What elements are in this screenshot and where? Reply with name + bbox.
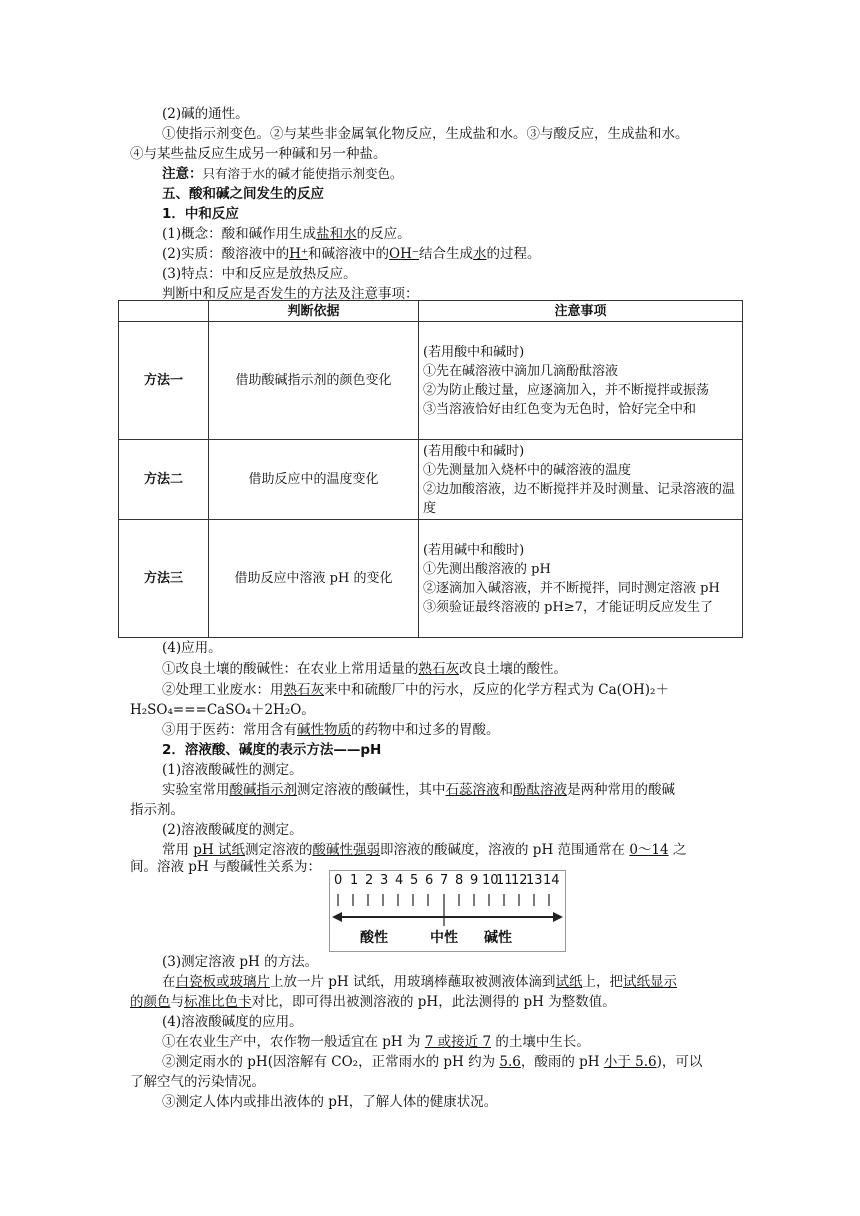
text-line: ④与某些盐反应生成另一种碱和另一种盐。 — [130, 146, 387, 162]
subsection-heading: 2．溶液酸、碱度的表示方法——pH — [162, 742, 382, 758]
text-line: 了解空气的污染情况。 — [130, 1074, 265, 1090]
text-line: 间。溶液 pH 与酸碱性关系为： — [130, 859, 321, 875]
text-line: ②处理工业废水：用熟石灰来中和硫酸厂中的污水，反应的化学方程式为 Ca(OH)₂＋ — [162, 682, 669, 698]
table-row — [119, 520, 743, 638]
basis-cell: 借助反应中的温度变化 — [209, 440, 419, 520]
ph-tick-label: 6 — [425, 873, 434, 888]
text-line: (1)溶液酸碱性的测定。 — [162, 762, 303, 778]
method-cell: 方法三 — [119, 520, 209, 638]
ph-scale-figure — [329, 870, 566, 952]
table-header — [119, 301, 209, 322]
method-cell: 方法二 — [119, 440, 209, 520]
text-line: (4)溶液酸碱度的应用。 — [162, 1014, 303, 1030]
notes-cell: (若用酸中和碱时) ①先测量加入烧杯中的碱溶液的温度 ②边加酸溶液，边不断搅拌并及时测量、记录溶液的温度 — [419, 440, 743, 520]
text-line: ③用于医药：常用含有碱性物质的药物中和过多的胃酸。 — [162, 722, 500, 738]
notes-cell: (若用酸中和碱时) ①先在碱溶液中滴加几滴酚酞溶液 ②为防止酸过量，应逐滴加入，并不断搅拌或振荡 ③当溶液恰好由红色变为无色时，恰好完全中和 — [419, 322, 743, 440]
ph-tick-label: 2 — [365, 873, 374, 888]
ph-tick-label: 10 — [482, 873, 499, 888]
ph-tick-label: 4 — [395, 873, 404, 888]
ph-tick-label: 0 — [334, 873, 343, 888]
text-line: 实验室常用酸碱指示剂测定溶液的酸碱性，其中石蕊溶液和酚酞溶液是两种常用的酸碱 — [162, 782, 675, 798]
acidic-label: 酸性 — [360, 930, 388, 946]
ph-tick-label: 12 — [511, 873, 528, 888]
ph-tick-label: 9 — [470, 873, 479, 888]
text-line: (2)溶液酸碱度的测定。 — [162, 822, 303, 838]
text-line: (3)特点：中和反应是放热反应。 — [162, 266, 357, 282]
text-line: ①改良土壤的酸碱性：在农业上常用适量的熟石灰改良土壤的酸性。 — [162, 661, 567, 677]
basis-cell: 借助反应中溶液 pH 的变化 — [209, 520, 419, 638]
ph-tick-label: 3 — [380, 873, 389, 888]
text-line: 指示剂。 — [130, 802, 184, 818]
subsection-heading: 1．中和反应 — [162, 206, 239, 222]
basic-label: 碱性 — [484, 930, 512, 946]
text-line: 判断中和反应是否发生的方法及注意事项： — [162, 286, 419, 302]
ph-tick-label: 13 — [526, 873, 543, 888]
notes-cell: (若用碱中和酸时) ①先测出酸溶液的 pH ②逐滴加入碱溶液，并不断搅拌，同时测定溶液 pH ③须验证最终溶液的 pH≥7，才能证明反应发生了 — [419, 520, 743, 638]
basis-cell: 借助酸碱指示剂的颜色变化 — [209, 322, 419, 440]
text-line: (3)测定溶液 pH 的方法。 — [162, 954, 319, 970]
text-line: ②测定雨水的 pH(因溶解有 CO₂，正常雨水的 pH 约为 5.6，酸雨的 pH 小于 5.6)，可以 — [162, 1054, 703, 1070]
text-line: ①使指示剂变色。②与某些非金属氧化物反应，生成盐和水。③与酸反应，生成盐和水。 — [162, 126, 689, 142]
text-line: ③测定人体内或排出液体的 pH，了解人体的健康状况。 — [162, 1094, 498, 1110]
text-line: 的颜色与标准比色卡对比，即可得出被测溶液的 pH，此法测得的 pH 为整数值。 — [130, 994, 616, 1010]
table-row — [119, 322, 743, 440]
text-line: ①在农业生产中，农作物一般适宜在 pH 为 7 或接近 7 的土壤中生长。 — [162, 1034, 590, 1050]
text-line: (1)概念：酸和碱作用生成盐和水的反应。 — [162, 226, 411, 242]
ph-tick-label: 14 — [543, 873, 560, 888]
text-line: (4)应用。 — [162, 640, 222, 656]
neutralization-method-table — [118, 300, 743, 638]
neutral-label: 中性 — [430, 930, 458, 946]
table-row — [119, 440, 743, 520]
text-line: (2)碱的通性。 — [162, 106, 249, 122]
equation-line: H₂SO₄===CaSO₄＋2H₂O。 — [130, 702, 315, 718]
table-header: 判断依据 — [209, 301, 419, 322]
ph-tick-label: 1 — [350, 873, 359, 888]
ph-tick-label: 7 — [440, 873, 449, 888]
table-header: 注意事项 — [419, 301, 743, 322]
text-line: (2)实质：酸溶液中的H⁺和碱溶液中的OH⁻结合生成水的过程。 — [162, 246, 541, 262]
ph-tick-label: 11 — [496, 873, 513, 888]
text-line: 常用 pH 试纸测定溶液的酸碱性强弱即溶液的酸碱度，溶液的 pH 范围通常在 0～14 之 — [162, 842, 687, 858]
ph-tick-label: 5 — [410, 873, 419, 888]
text-line: 在白瓷板或玻璃片上放一片 pH 试纸，用玻璃棒蘸取被测液体滴到试纸上，把试纸显示 — [162, 974, 677, 990]
table-header-row — [119, 301, 743, 322]
method-cell: 方法一 — [119, 322, 209, 440]
section-heading: 五、酸和碱之间发生的反应 — [162, 186, 324, 202]
ph-tick-label: 8 — [455, 873, 464, 888]
note-line: 注意：只有溶于水的碱才能使指示剂变色。 — [162, 166, 403, 182]
